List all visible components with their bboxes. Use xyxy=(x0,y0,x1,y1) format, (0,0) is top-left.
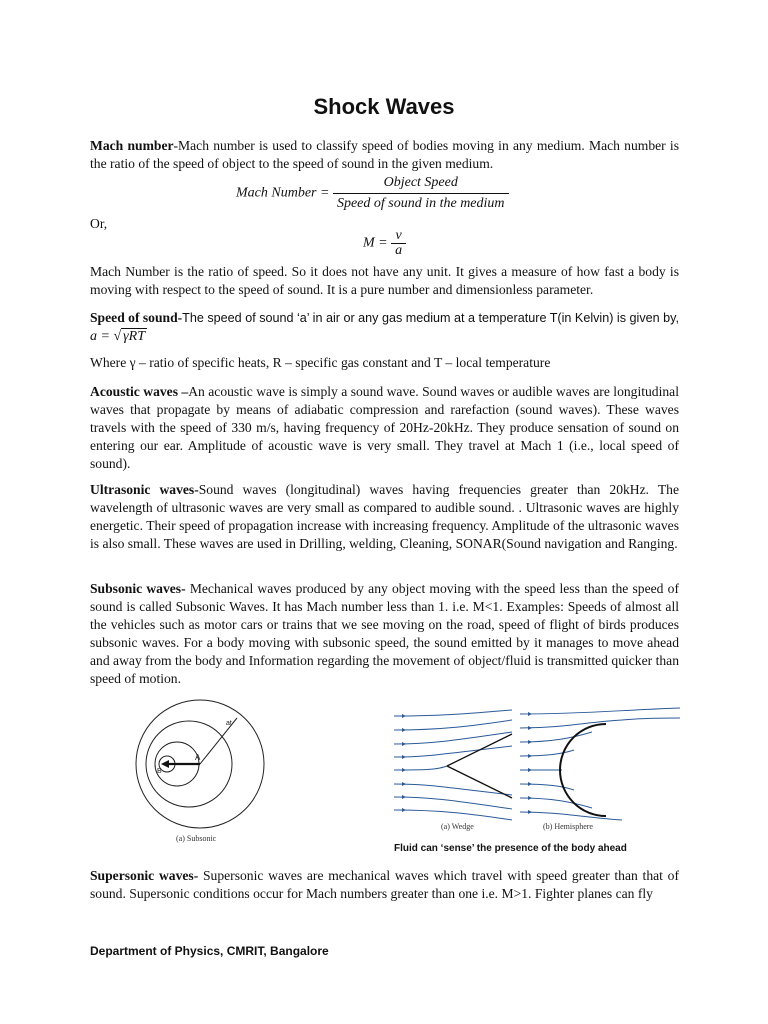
page-title: Shock Waves xyxy=(313,94,455,119)
wedge-streamlines xyxy=(394,710,512,820)
speed-of-sound-paragraph xyxy=(90,309,679,346)
eq1-lhs: Mach Number = xyxy=(236,185,330,201)
acoustic-waves-text: An acoustic wave is simply a sound wave. Sound waves or audible waves are longitudinal waves that propagate by means of adiabatic compression and rarefaction (sound waves). These waves travels with the speed of 330 m/s, having frequency of 20Hz-20kHz. They produce sensation of sound on entering our ear. Amplitude of acoustic wave is very small. They travel at Mach 1 (i.e., local speed of sound). xyxy=(90,384,679,471)
mach-number-equation xyxy=(236,173,509,214)
ultrasonic-waves-heading: Ultrasonic waves- xyxy=(90,482,199,497)
or-text: Or, xyxy=(90,216,108,231)
sqrt-radicand: γRT xyxy=(123,329,145,344)
arrowhead xyxy=(402,795,406,799)
label-at: at xyxy=(226,720,232,727)
subsonic-circles-figure xyxy=(133,698,269,838)
caption-hemisphere: (b) Hemisphere xyxy=(543,822,593,831)
acoustic-waves-heading: Acoustic waves – xyxy=(90,384,189,399)
arrowhead xyxy=(528,768,532,772)
arrowhead xyxy=(402,742,406,746)
caption-subsonic: (a) Subsonic xyxy=(176,834,217,843)
subsonic-waves-text: Mechanical waves produced by any object moving with the speed less than the speed of sound is called Subsonic Waves. It has Mach number less than 1. i.e. M<1. Examples: Speeds of almost all the vehicles such as motor cars or trains that we see moving on the road, speed of flight of birds produces subsonic waves. For a body moving with subsonic speed, the sound emitted by it manages to move ahead and away from the body and Information regarding the movement of object/fluid is transmitted quicker than speed of motion. xyxy=(90,581,679,686)
arrowhead xyxy=(402,728,406,732)
arrowhead xyxy=(528,726,532,730)
arrowhead xyxy=(528,754,532,758)
where-definitions: Where γ – ratio of specific heats, R – specific gas constant and T – local temperature xyxy=(90,355,551,370)
streamline-figure xyxy=(392,706,682,822)
hemi-streamline xyxy=(520,718,680,728)
eq2-fraction xyxy=(391,229,406,258)
wedge-streamline xyxy=(394,810,512,820)
hemi-streamline xyxy=(520,798,592,808)
arrowhead xyxy=(528,712,532,716)
subsonic-waves-heading: Subsonic waves- xyxy=(90,581,186,596)
arrowhead xyxy=(402,755,406,759)
wedge-streamline xyxy=(394,710,512,716)
mach-number-paragraph xyxy=(90,137,679,173)
arrowhead xyxy=(528,782,532,786)
figure-caption: Fluid can ‘sense’ the presence of the body ahead xyxy=(394,843,627,854)
subsonic-waves-paragraph xyxy=(90,580,679,688)
acoustic-waves-paragraph xyxy=(90,383,679,473)
mach-number-text: -Mach number is used to classify speed of bodies moving in any medium. Mach number is the ratio of the speed of object to the speed of sound in the given medium. xyxy=(90,138,679,171)
eq2-denominator: a xyxy=(395,243,403,258)
hemi-streamline xyxy=(520,812,622,820)
wedge-arrowheads xyxy=(402,714,406,812)
arrowhead xyxy=(402,768,406,772)
arrowhead xyxy=(402,782,406,786)
speed-of-sound-heading: Speed of sound- xyxy=(90,310,183,325)
page-footer: Department of Physics, CMRIT, Bangalore xyxy=(90,944,329,958)
supersonic-waves-heading: Supersonic waves- xyxy=(90,868,199,883)
speed-of-sound-text: The speed of sound ‘a’ in air or any gas medium at a temperature T(in Kelvin) is given by, xyxy=(182,311,679,325)
label-a: A xyxy=(195,753,201,762)
hemi-streamline xyxy=(520,708,680,714)
eq1-numerator: Object Speed xyxy=(333,173,509,194)
sqrt-expression: √ γRT xyxy=(113,329,145,344)
eq2-lhs: M = xyxy=(363,235,388,251)
arrowhead xyxy=(528,740,532,744)
arrowhead xyxy=(528,796,532,800)
ultrasonic-waves-paragraph xyxy=(90,481,679,553)
mach-ratio-equation xyxy=(363,229,406,258)
wedge-streamline xyxy=(394,746,512,757)
speed-eq-lhs: a = xyxy=(90,329,110,344)
mach-number-explanation: Mach Number is the ratio of speed. So it does not have any unit. It gives a measure of how fast a body is moving with respect to the speed of sound. It is a pure number and dimensionless parameter. xyxy=(90,264,679,297)
eq1-denominator: Speed of sound in the medium xyxy=(336,196,505,211)
ultrasonic-waves-text: Sound waves (longitudinal) waves having frequencies greater than 20kHz. The wavelength of ultrasonic waves are very small as compared to audible sound. . Ultrasonic waves are highly energetic. Their speed of propagation increase with increasing frequency. Amplitude of the ultrasonic waves is also small. These waves are used in Drilling, welding, Cleaning, SONAR(Sound navigation and Ranging. xyxy=(90,482,679,551)
supersonic-waves-paragraph xyxy=(90,867,679,903)
arrowhead xyxy=(402,714,406,718)
wedge-streamline xyxy=(394,766,447,770)
eq1-fraction xyxy=(333,173,509,214)
arrowhead xyxy=(528,810,532,814)
arrowhead xyxy=(402,808,406,812)
label-b: B xyxy=(157,768,162,775)
hemi-streamline xyxy=(520,732,592,742)
speed-of-sound-equation xyxy=(90,329,147,344)
caption-wedge: (a) Wedge xyxy=(441,822,474,831)
mach-number-heading: Mach number xyxy=(90,138,174,153)
supersonic-waves-text: Supersonic waves are mechanical waves which travel with speed greater than that of sound. Supersonic conditions occur for Mach numbers greater than one i.e. M>1. Fighter planes can fly xyxy=(90,868,679,901)
motion-arrowhead xyxy=(161,760,169,768)
eq2-numerator: v xyxy=(391,229,406,244)
wedge-streamline xyxy=(394,797,512,809)
wedge-streamline xyxy=(394,720,512,730)
